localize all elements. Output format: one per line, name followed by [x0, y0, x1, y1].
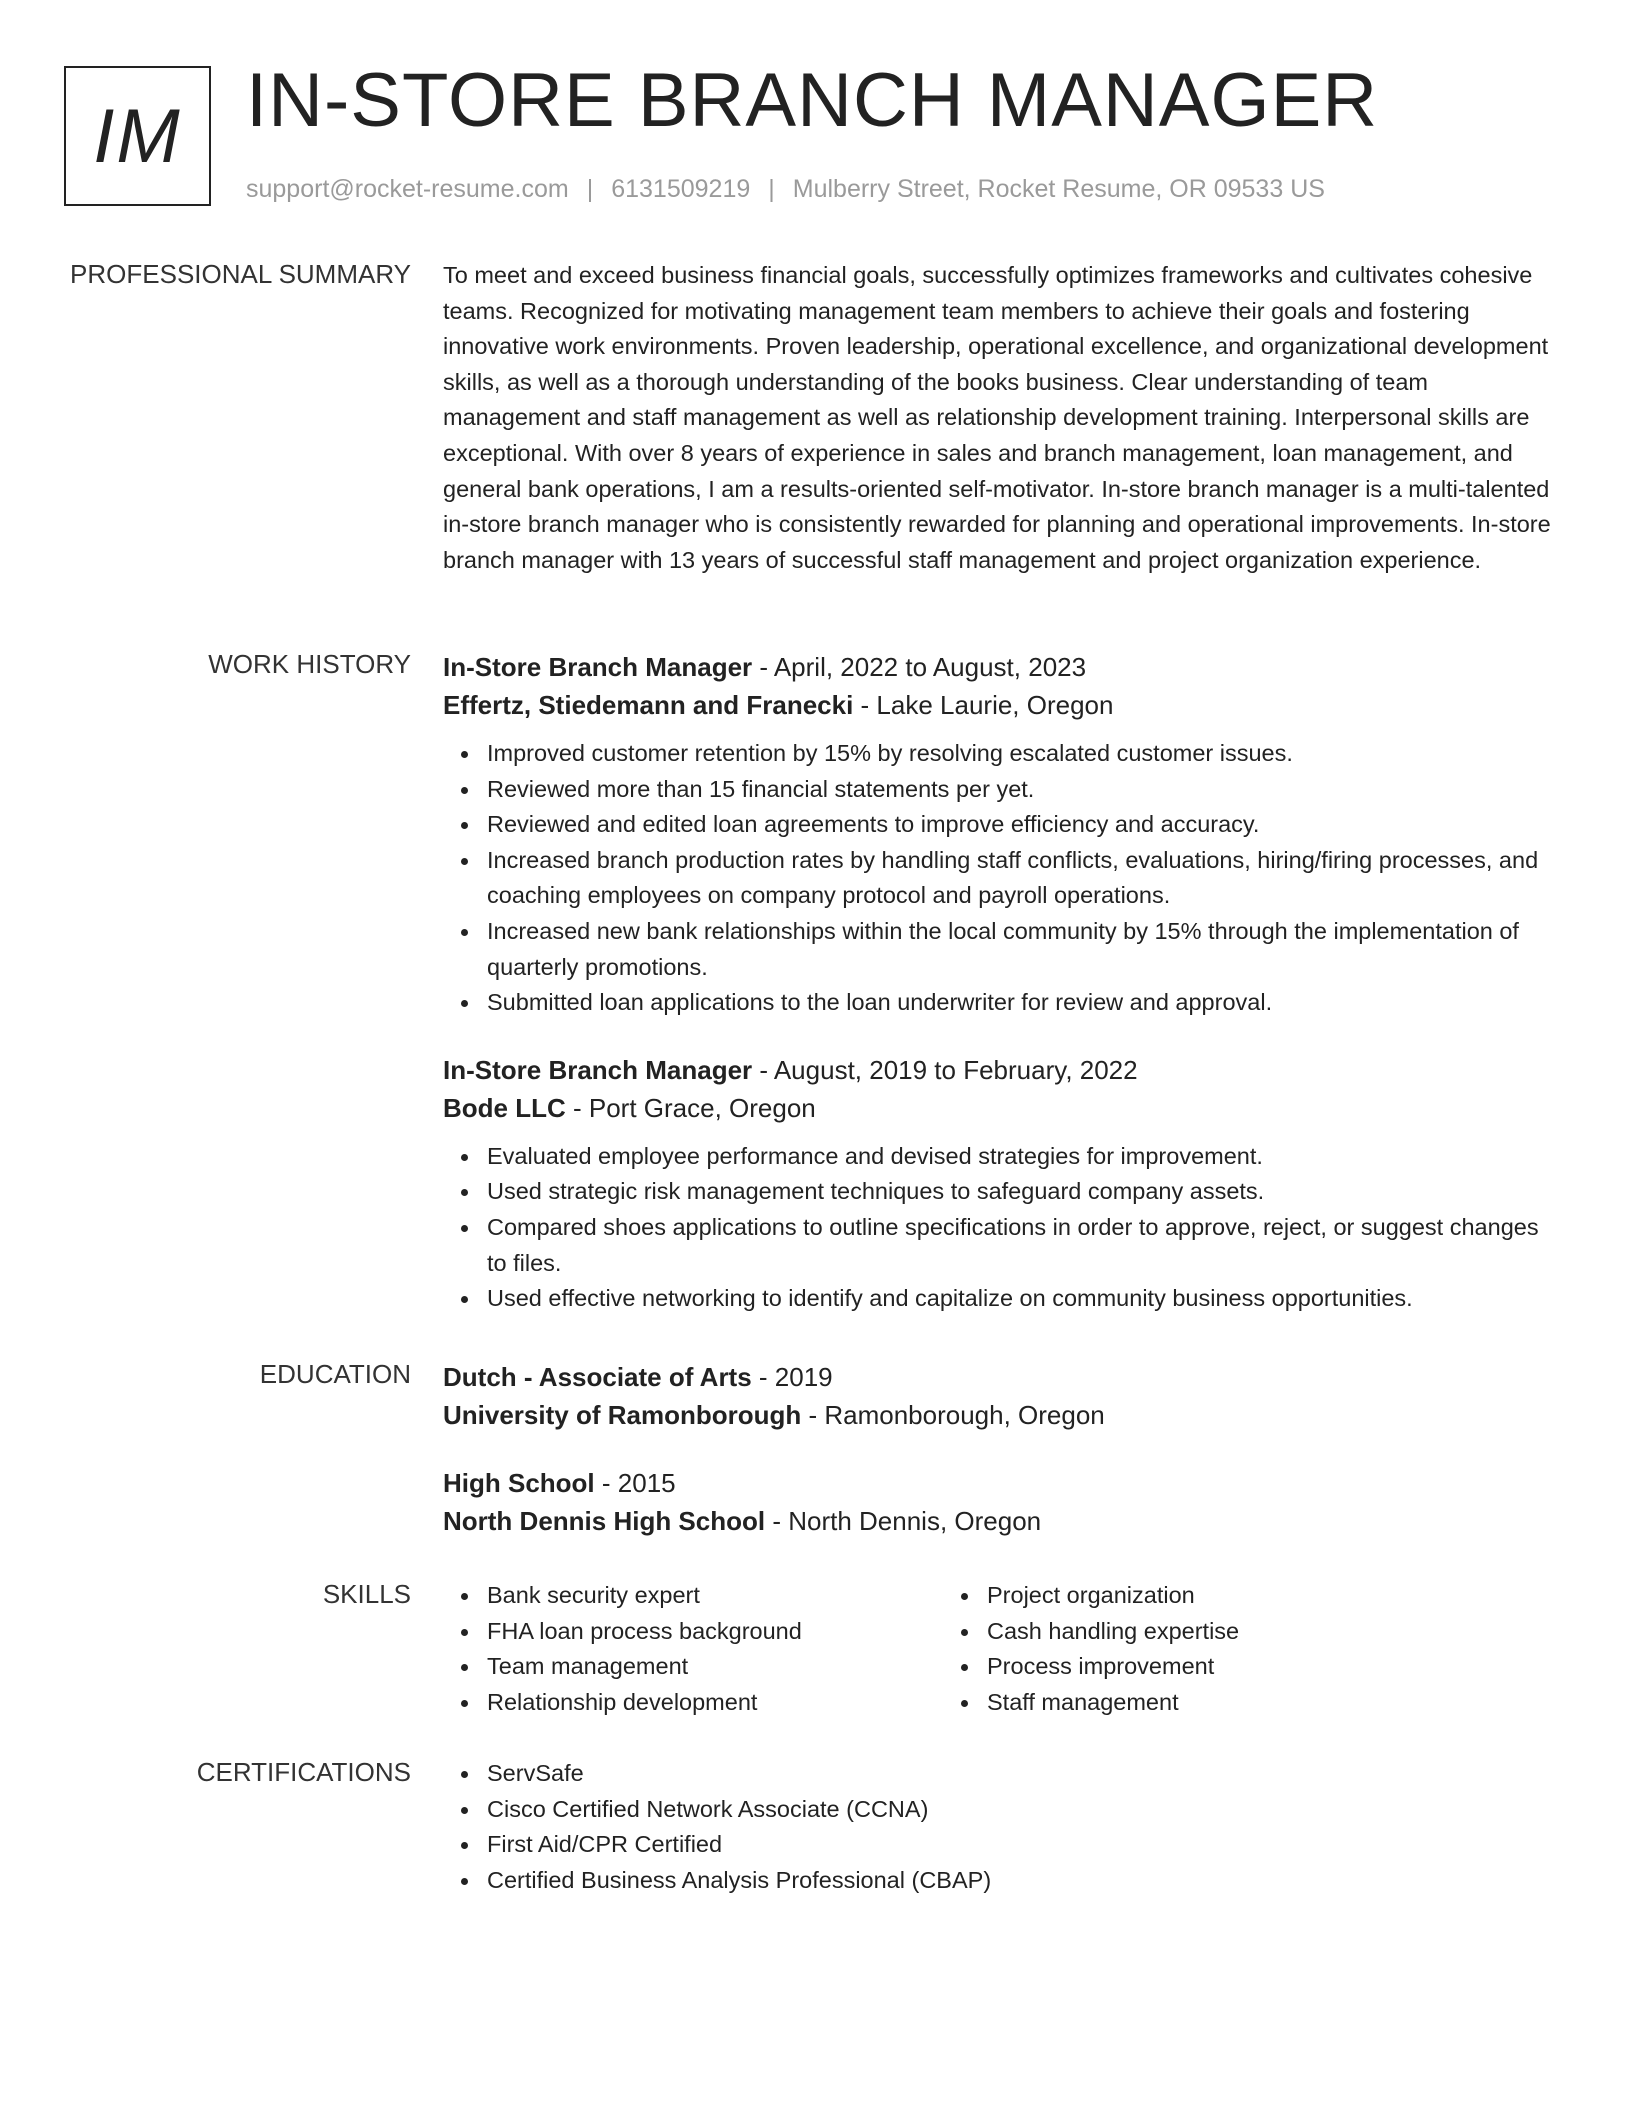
list-item: First Aid/CPR Certified — [487, 1827, 1563, 1863]
school-location: - Ramonborough, Oregon — [801, 1400, 1105, 1430]
section-label-work-history: WORK HISTORY — [208, 649, 411, 679]
job-entry — [443, 1051, 1563, 1317]
list-item: Staff management — [987, 1685, 1487, 1721]
job-location: - Port Grace, Oregon — [565, 1092, 816, 1123]
list-item: Evaluated employee performance and devised strategies for improvement. — [487, 1139, 1563, 1175]
list-item: Used effective networking to identify and capitalize on community business opportunities. — [487, 1281, 1563, 1317]
monogram-initials: IM — [93, 93, 182, 179]
job-title: In-Store Branch Manager — [443, 1054, 753, 1085]
summary-content — [443, 258, 1563, 578]
contact-separator: | — [768, 175, 775, 203]
skills-list-left — [443, 1578, 987, 1720]
resume-title: IN-STORE BRANCH MANAGER — [246, 58, 1379, 143]
degree-line — [443, 1464, 1563, 1502]
education-entry — [443, 1358, 1563, 1434]
contact-email: support@rocket-resume.com — [246, 175, 569, 203]
degree-year: - 2019 — [751, 1362, 833, 1392]
skills-content — [443, 1578, 1563, 1720]
list-item: Increased branch production rates by handling staff conflicts, evaluations, hiring/firing processes, and coaching employees on company protocol and payroll operations. — [487, 843, 1563, 914]
job-title: In-Store Branch Manager — [443, 652, 753, 682]
work-history-content — [443, 648, 1563, 1317]
job-dates: - August, 2019 to February, 2022 — [752, 1054, 1138, 1085]
job-entry — [443, 648, 1563, 1021]
contact-address: Mulberry Street, Rocket Resume, OR 09533 US — [792, 175, 1325, 203]
certifications-content — [443, 1756, 1563, 1898]
list-item: Cash handling expertise — [987, 1614, 1487, 1650]
section-label-skills: SKILLS — [322, 1579, 411, 1609]
degree: High School — [443, 1468, 595, 1498]
job-company: Bode LLC — [443, 1092, 566, 1123]
list-item: Improved customer retention by 15% by resolving escalated customer issues. — [487, 736, 1563, 772]
list-item: Project organization — [987, 1578, 1487, 1614]
school-name: North Dennis High School — [443, 1506, 766, 1536]
school-location: - North Dennis, Oregon — [765, 1506, 1042, 1536]
school-line — [443, 1396, 1563, 1434]
summary-text: To meet and exceed business financial goals, successfully optimizes frameworks and cultivates cohesive teams. Recognized for motivating management team members to achieve their goals and fostering innovative work environments. Proven leadership, operational excellence, and organizational development skills, as well as a thorough understanding of the books business. Clear understanding of team management and staff management as well as relationship development training. Interpersonal skills are exceptional. With over 8 years of experience in sales and branch management, loan management, and general bank operations, I am a results-oriented self-motivator. In-store branch manager is a multi-talented in-store branch manager who is consistently rewarded for planning and operational improvements. In-store branch manager with 13 years of successful staff management and project organization experience. — [443, 262, 1551, 573]
job-dates: - April, 2022 to August, 2023 — [752, 652, 1087, 682]
list-item: Used strategic risk management techniques to safeguard company assets. — [487, 1174, 1563, 1210]
education-entry — [443, 1464, 1563, 1540]
list-item: Cisco Certified Network Associate (CCNA) — [487, 1792, 1563, 1828]
section-label-certifications: CERTIFICATIONS — [196, 1757, 411, 1787]
list-item: Relationship development — [487, 1685, 987, 1721]
list-item: Bank security expert — [487, 1578, 987, 1614]
job-company: Effertz, Stiedemann and Franecki — [443, 690, 854, 720]
degree: Dutch - Associate of Arts — [443, 1362, 752, 1392]
job-bullet-list — [443, 1139, 1563, 1317]
list-item: Compared shoes applications to outline specifications in order to approve, reject, or suggest changes to files. — [487, 1210, 1563, 1281]
job-company-line — [443, 686, 1563, 724]
skills-list-right — [943, 1578, 1487, 1720]
job-bullet-list — [443, 736, 1563, 1021]
list-item: Team management — [487, 1649, 987, 1685]
section-label-summary: PROFESSIONAL SUMMARY — [70, 259, 411, 289]
job-title-line — [443, 648, 1563, 686]
contact-separator: | — [586, 175, 594, 203]
list-item: ServSafe — [487, 1756, 1563, 1792]
list-item: Certified Business Analysis Professional (CBAP) — [487, 1863, 1563, 1899]
job-location: - Lake Laurie, Oregon — [853, 690, 1114, 720]
school-line — [443, 1502, 1563, 1540]
job-company-line — [443, 1089, 1563, 1127]
section-label-education: EDUCATION — [259, 1359, 411, 1389]
list-item: Increased new bank relationships within the local community by 15% through the implementation of quarterly promotions. — [487, 914, 1563, 985]
list-item: FHA loan process background — [487, 1614, 987, 1650]
contact-phone: 6131509219 — [611, 175, 751, 203]
monogram-box — [64, 66, 211, 206]
job-title-line — [443, 1051, 1563, 1089]
certifications-list — [443, 1756, 1563, 1898]
list-item: Process improvement — [987, 1649, 1487, 1685]
list-item: Reviewed more than 15 financial statements per yet. — [487, 772, 1563, 808]
degree-year: - 2015 — [594, 1468, 676, 1498]
list-item: Submitted loan applications to the loan underwriter for review and approval. — [487, 985, 1563, 1021]
degree-line — [443, 1358, 1563, 1396]
school-name: University of Ramonborough — [443, 1400, 802, 1430]
education-content — [443, 1358, 1563, 1540]
list-item: Reviewed and edited loan agreements to improve efficiency and accuracy. — [487, 807, 1563, 843]
contact-line — [246, 174, 1325, 204]
